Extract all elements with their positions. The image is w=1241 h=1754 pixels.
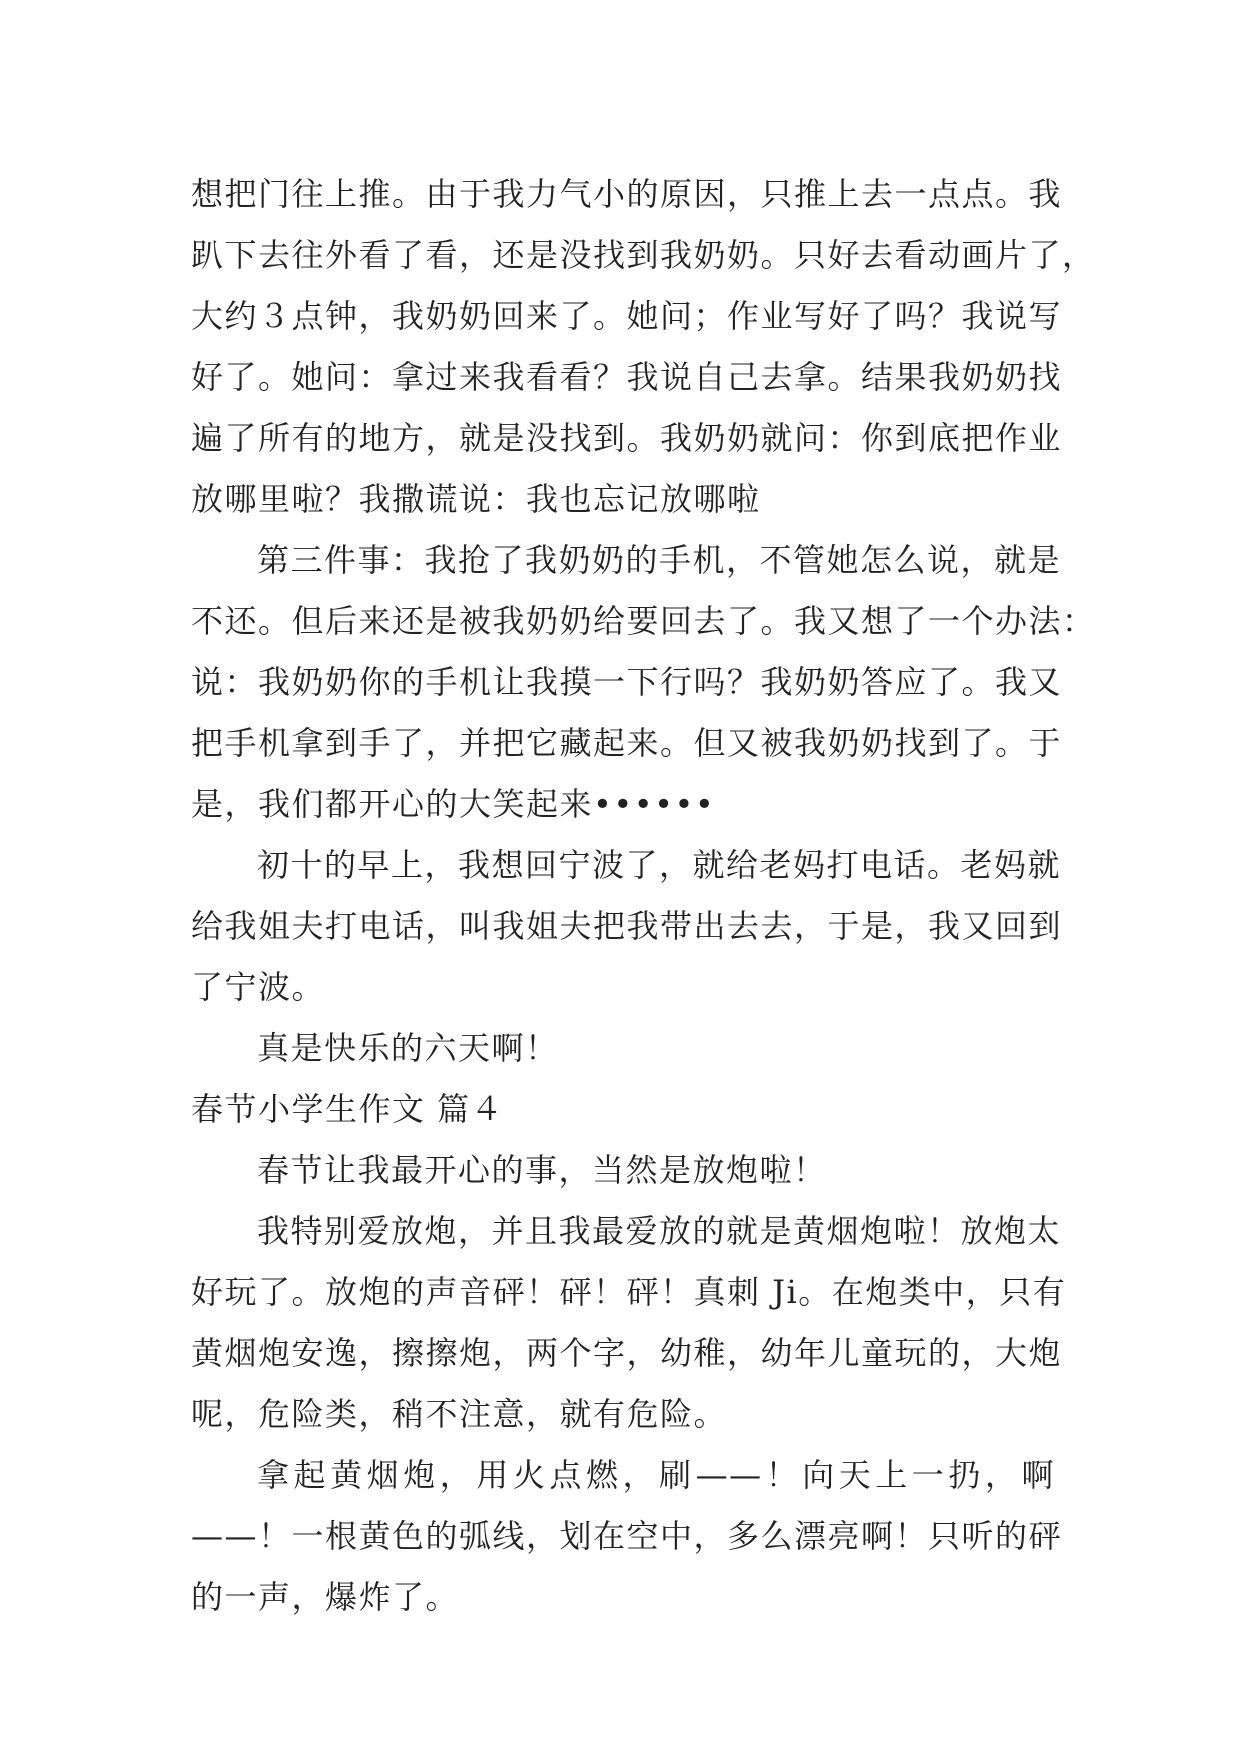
text-line: ——！一根黄色的弧线，划在空中，多么漂亮啊！只听的砰	[191, 1517, 1063, 1555]
text-line: 遍了所有的地方，就是没找到。我奶奶就问：你到底把作业	[191, 419, 1063, 457]
text-line: 好了。她问：拿过来我看看？我说自己去拿。结果我奶奶找	[191, 358, 1063, 396]
text-line: 是，我们都开心的大笑起来••••••	[191, 785, 716, 823]
paragraph-first-line: 春节让我最开心的事，当然是放炮啦！	[257, 1151, 827, 1189]
text-line: 了宁波。	[191, 968, 326, 1006]
paragraph-first-line: 我特别爱放炮，并且我最爱放的就是黄烟炮啦！放炮太	[257, 1212, 1062, 1250]
paragraph-first-line: 初十的早上，我想回宁波了，就给老妈打电话。老妈就	[257, 846, 1062, 884]
text-line: 把手机拿到手了，并把它藏起来。但又被我奶奶找到了。于	[191, 724, 1063, 762]
text-line: 趴下去往外看了看，还是没找到我奶奶。只好去看动画片了，	[191, 236, 1096, 274]
text-line: 好玩了。放炮的声音砰！砰！砰！真刺 Ji。在炮类中，只有	[191, 1273, 1067, 1311]
text-line: 给我姐夫打电话，叫我姐夫把我带出去去，于是，我又回到	[191, 907, 1063, 945]
text-line: 的一声，爆炸了。	[191, 1578, 460, 1616]
text-line: 说：我奶奶你的手机让我摸一下行吗？我奶奶答应了。我又	[191, 663, 1063, 701]
text-line: 想把门往上推。由于我力气小的原因，只推上去一点点。我	[191, 175, 1063, 213]
section-heading: 春节小学生作文 篇４	[191, 1090, 505, 1128]
text-line: 大约３点钟，我奶奶回来了。她问；作业写好了吗？我说写	[191, 297, 1063, 335]
paragraph-first-line: 拿起黄烟炮，用火点燃，刷——！向天上一扔，啊	[257, 1456, 1055, 1494]
paragraph-first-line: 第三件事：我抢了我奶奶的手机，不管她怎么说，就是	[257, 541, 1062, 579]
text-line: 呢，危险类，稍不注意，就有危险。	[191, 1395, 728, 1433]
text-line: 黄烟炮安逸，擦擦炮，两个字，幼稚，幼年儿童玩的，大炮	[191, 1334, 1063, 1372]
text-line: 放哪里啦？我撒谎说：我也忘记放哪啦	[191, 480, 761, 518]
text-line: 不还。但后来还是被我奶奶给要回去了。我又想了一个办法：	[191, 602, 1096, 640]
document-body	[191, 164, 1096, 1628]
paragraph-first-line: 真是快乐的六天啊！	[257, 1029, 559, 1067]
